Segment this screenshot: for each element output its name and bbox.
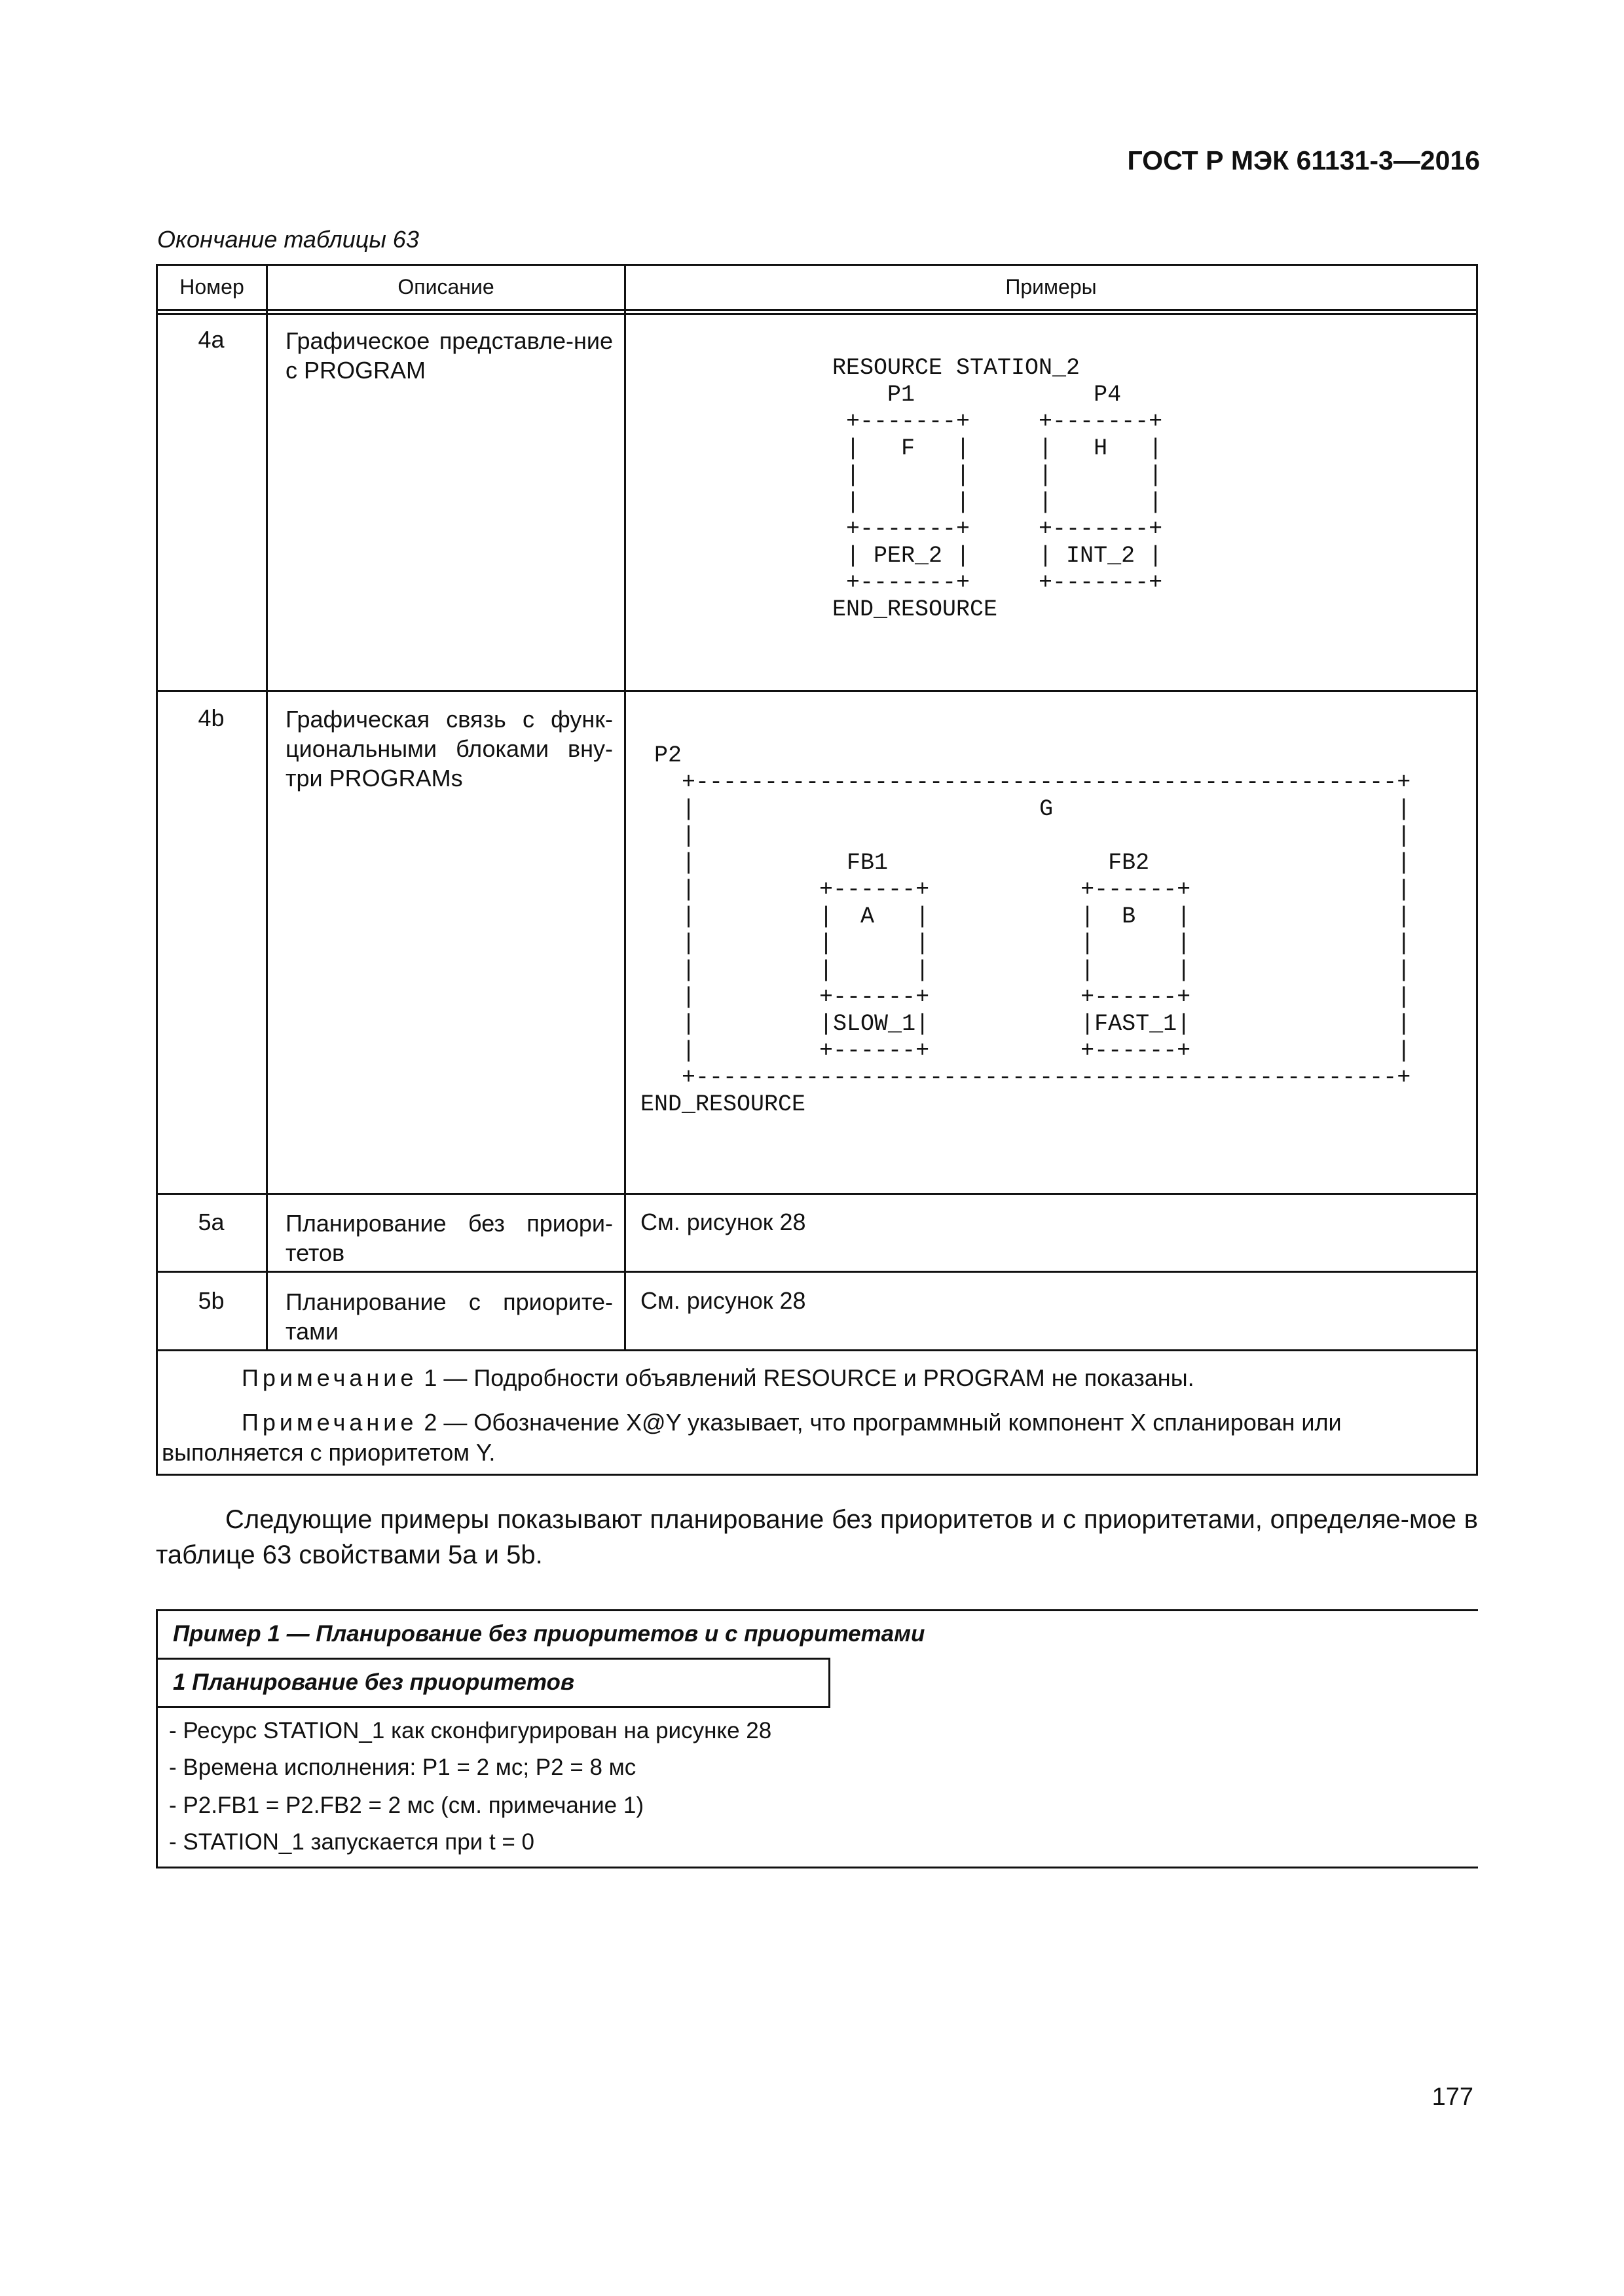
example-title: Пример 1 — Планирование без приоритетов и с приоритетами	[173, 1621, 925, 1647]
example-list-item: - P2.FB1 = P2.FB2 = 2 мс (см. примечание 1)	[169, 1793, 644, 1818]
row-divider	[158, 690, 1476, 692]
row-description: Графическое представле-ние с PROGRAM	[286, 327, 613, 384]
table-caption: Окончание таблицы 63	[157, 226, 419, 253]
example-list-item: - Ресурс STATION_1 как сконфигурирован на рисунке 28	[169, 1718, 772, 1743]
table-note-2: Примечание 2 — Обозначение X@Y указывает, что программный компонент X спланирован или	[242, 1409, 1342, 1436]
row-number: 4a	[198, 326, 225, 353]
document-header: ГОСТ Р МЭК 61131-3—2016	[1127, 145, 1480, 175]
row-divider	[158, 1271, 1476, 1273]
header-rule-double	[158, 313, 1476, 315]
row-number: 5a	[198, 1209, 225, 1235]
row-number: 5b	[198, 1287, 225, 1314]
header-rule	[158, 309, 1476, 311]
code-example-4a: RESOURCE STATION_2 P1 P4 +-------+ +-------+ | F | | H | | | | | | | | | +-------+ +-------+ | PER_2 | | INT_2 | +-------+ +-------+ END_RESOURCE	[832, 355, 1163, 623]
code-example-4b: P2 +---------------------------------------------------+ | G | | | | FB1 FB2 | | +------+ +------+ | | | A | | B | | | | | | | | | | | | | | | +------+ +------+ | | |SLOW_1| |FAST_1| | | +------+ +------+ | +---------------------------------------------------+ END_RESOURCE	[640, 742, 1411, 1118]
body-paragraph: Следующие примеры показывают планирование без приоритетов и с приоритетами, определяе-мое в таблице 63 свойствами 5a и 5b.	[156, 1505, 1478, 1569]
example-bottom-rule	[156, 1867, 1478, 1868]
header-number: Номер	[179, 275, 244, 299]
example-subtitle-top-rule	[156, 1658, 830, 1660]
example-subtitle-bottom-rule	[156, 1706, 830, 1708]
example-top-rule	[156, 1609, 1478, 1611]
example-list-item: - Времена исполнения: P1 = 2 мс; P2 = 8 мс	[169, 1755, 637, 1780]
notes-divider	[158, 1349, 1476, 1351]
row-example: См. рисунок 28	[640, 1287, 806, 1314]
table-note-1: Примечание 1 — Подробности объявлений RESOURCE и PROGRAM не показаны.	[242, 1364, 1194, 1391]
row-example: См. рисунок 28	[640, 1209, 806, 1235]
page-number: 177	[1431, 2083, 1473, 2111]
example-block	[156, 1609, 1478, 1868]
column-divider	[266, 266, 268, 1349]
table-note-2-continuation: выполняется с приоритетом Y.	[162, 1439, 496, 1466]
example-subtitle-right-rule	[828, 1658, 830, 1708]
example-list-item: - STATION_1 запускается при t = 0	[169, 1829, 535, 1855]
header-examples: Примеры	[1005, 275, 1097, 299]
row-divider	[158, 1193, 1476, 1195]
table-63	[156, 264, 1478, 1476]
row-description: Планирование с приорите-тами	[286, 1288, 613, 1345]
row-description: Графическая связь с функ-циональными блоками вну-три PROGRAMs	[286, 706, 613, 792]
header-description: Описание	[397, 275, 494, 299]
row-description: Планирование без приори-тетов	[286, 1210, 613, 1266]
row-number: 4b	[198, 704, 225, 731]
column-divider	[624, 266, 626, 1349]
example-left-rule	[156, 1609, 158, 1868]
example-subtitle: 1 Планирование без приоритетов	[173, 1669, 575, 1695]
